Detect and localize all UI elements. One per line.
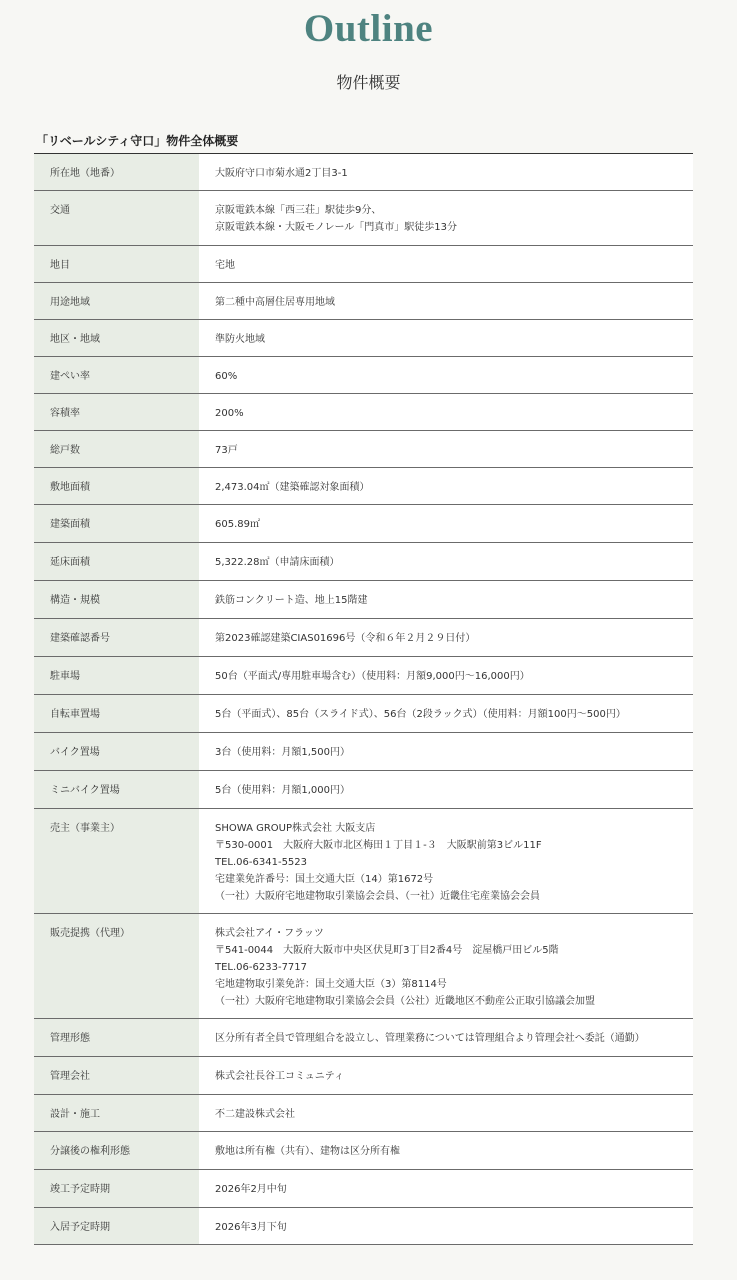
row-value-line: 200% [215,408,244,419]
table-row [34,357,693,394]
row-value-line: 〒541-0044 大阪府大阪市中央区伏見町3丁目2番4号 淀屋橋戸田ビル5階 [215,945,559,956]
row-value [199,505,693,543]
table-row [34,1057,693,1095]
row-label: 入居予定時期 [34,1208,199,1245]
table-row [34,914,693,1019]
row-value [199,394,693,431]
table-row [34,543,693,581]
row-value-line: SHOWA GROUP株式会社 大阪支店 [215,823,376,834]
row-value-line: 2,473.04㎡（建築確認対象面積） [215,482,370,493]
section-heading: 「リベールシティ守口」物件全体概要 [36,134,239,148]
table-row [34,505,693,543]
row-value-line: 不二建設株式会社 [215,1109,295,1120]
row-label: 竣工予定時期 [34,1170,199,1208]
row-label: バイク置場 [34,733,199,771]
row-value [199,1208,693,1245]
row-label: 分譲後の権利形態 [34,1132,199,1170]
row-value-line: 73戸 [215,445,238,456]
row-value-line: 鉄筋コンクリート造、地上15階建 [215,595,368,606]
row-value [199,1170,693,1208]
row-label: 駐車場 [34,657,199,695]
table-row [34,431,693,468]
table-row [34,1095,693,1132]
row-label: 管理形態 [34,1019,199,1057]
table-row [34,1208,693,1245]
row-label: 交通 [34,191,199,246]
table-row [34,320,693,357]
row-value [199,154,693,191]
table-row [34,581,693,619]
row-label: 建築面積 [34,505,199,543]
row-value-line: （一社）大阪府宅地建物取引業協会会員、（一社）近畿住宅産業協会会員 [215,891,540,902]
row-value [199,1132,693,1170]
row-label: 地区・地域 [34,320,199,357]
row-value-line: 5台（平面式）、85台（スライド式）、56台（2段ラック式）（使用料：月額100円～500円） [215,709,626,720]
row-value [199,283,693,320]
row-label: 延床面積 [34,543,199,581]
row-label: 販売提携（代理） [34,914,199,1019]
row-label: 総戸数 [34,431,199,468]
row-value [199,320,693,357]
row-value-line: 60% [215,371,238,382]
table-row [34,1019,693,1057]
row-value-line: 株式会社長谷工コミュニティ [215,1071,344,1082]
row-value [199,431,693,468]
row-label: 地目 [34,246,199,283]
row-value-line: 50台（平面式/専用駐車場含む）（使用料：月額9,000円～16,000円） [215,671,530,682]
row-value-line: 〒530-0001 大阪府大阪市北区梅田１丁目１-３ 大阪駅前第3ビル11F [215,840,542,851]
table-row [34,809,693,914]
row-value-line: （一社）大阪府宅地建物取引業協会会員（公社）近畿地区不動産公正取引協議会加盟 [215,996,595,1007]
row-label: 建ぺい率 [34,357,199,394]
table-row [34,468,693,505]
table-row [34,154,693,191]
row-value-line: 第2023確認建築CIAS01696号（令和６年２月２９日付） [215,633,476,644]
row-value [199,657,693,695]
row-value-line: TEL.06-6233-7717 [215,962,308,973]
row-label: 敷地面積 [34,468,199,505]
row-label: ミニバイク置場 [34,771,199,809]
row-label: 売主（事業主） [34,809,199,914]
row-value [199,357,693,394]
row-label: 建築確認番号 [34,619,199,657]
row-value-line: 5台（使用料：月額1,000円） [215,785,350,796]
row-value [199,1095,693,1132]
row-value [199,914,693,1019]
row-value-line: 区分所有者全員で管理組合を設立し、管理業務については管理組合より管理会社へ委託（通勤） [215,1033,645,1044]
row-label: 用途地域 [34,283,199,320]
row-value-line: TEL.06-6341-5523 [215,857,308,868]
table-row [34,283,693,320]
row-label: 所在地（地番） [34,154,199,191]
row-value [199,1019,693,1057]
table-row [34,394,693,431]
row-label: 設計・施工 [34,1095,199,1132]
property-outline-body [34,154,693,1245]
page-title: Outline [303,7,434,50]
page-subtitle: 物件概要 [336,73,401,92]
row-value [199,619,693,657]
row-value [199,191,693,246]
row-value [199,771,693,809]
row-value-line: 宅建業免許番号：国土交通大臣（14）第1672号 [215,874,434,885]
table-row [34,695,693,733]
row-value-line: 京阪電鉄本線・大阪モノレール「門真市」駅徒歩13分 [215,222,458,233]
row-value [199,809,693,914]
row-value [199,1057,693,1095]
property-outline-table [34,153,693,1245]
table-row [34,1132,693,1170]
row-value-line: 準防火地域 [215,334,265,345]
row-value-line: 605.89㎡ [215,519,260,530]
row-value-line: 2026年3月下旬 [215,1222,287,1233]
row-label: 容積率 [34,394,199,431]
row-value-line: 大阪府守口市菊水通2丁目3-1 [215,168,348,179]
row-value [199,543,693,581]
table-row [34,771,693,809]
row-value-line: 2026年2月中旬 [215,1184,287,1195]
row-value [199,581,693,619]
row-value [199,695,693,733]
row-value [199,733,693,771]
row-value-line: 宅地 [215,260,235,271]
row-value-line: 3台（使用料：月額1,500円） [215,747,350,758]
row-value-line: 第二種中高層住居専用地域 [215,297,335,308]
row-label: 構造・規模 [34,581,199,619]
table-row [34,657,693,695]
table-row [34,619,693,657]
row-value-line: 宅地建物取引業免許：国土交通大臣（3）第8114号 [215,979,447,990]
table-row [34,733,693,771]
row-value-line: 株式会社アイ・フラッツ [215,928,324,939]
row-value-line: 京阪電鉄本線「西三荘」駅徒歩9分、 [215,205,382,216]
row-value [199,468,693,505]
table-row [34,246,693,283]
row-value [199,246,693,283]
row-value-line: 敷地は所有権（共有）、建物は区分所有権 [215,1146,400,1157]
table-row [34,1170,693,1208]
row-value-line: 5,322.28㎡（申請床面積） [215,557,340,568]
row-label: 自転車置場 [34,695,199,733]
row-label: 管理会社 [34,1057,199,1095]
table-row [34,191,693,246]
